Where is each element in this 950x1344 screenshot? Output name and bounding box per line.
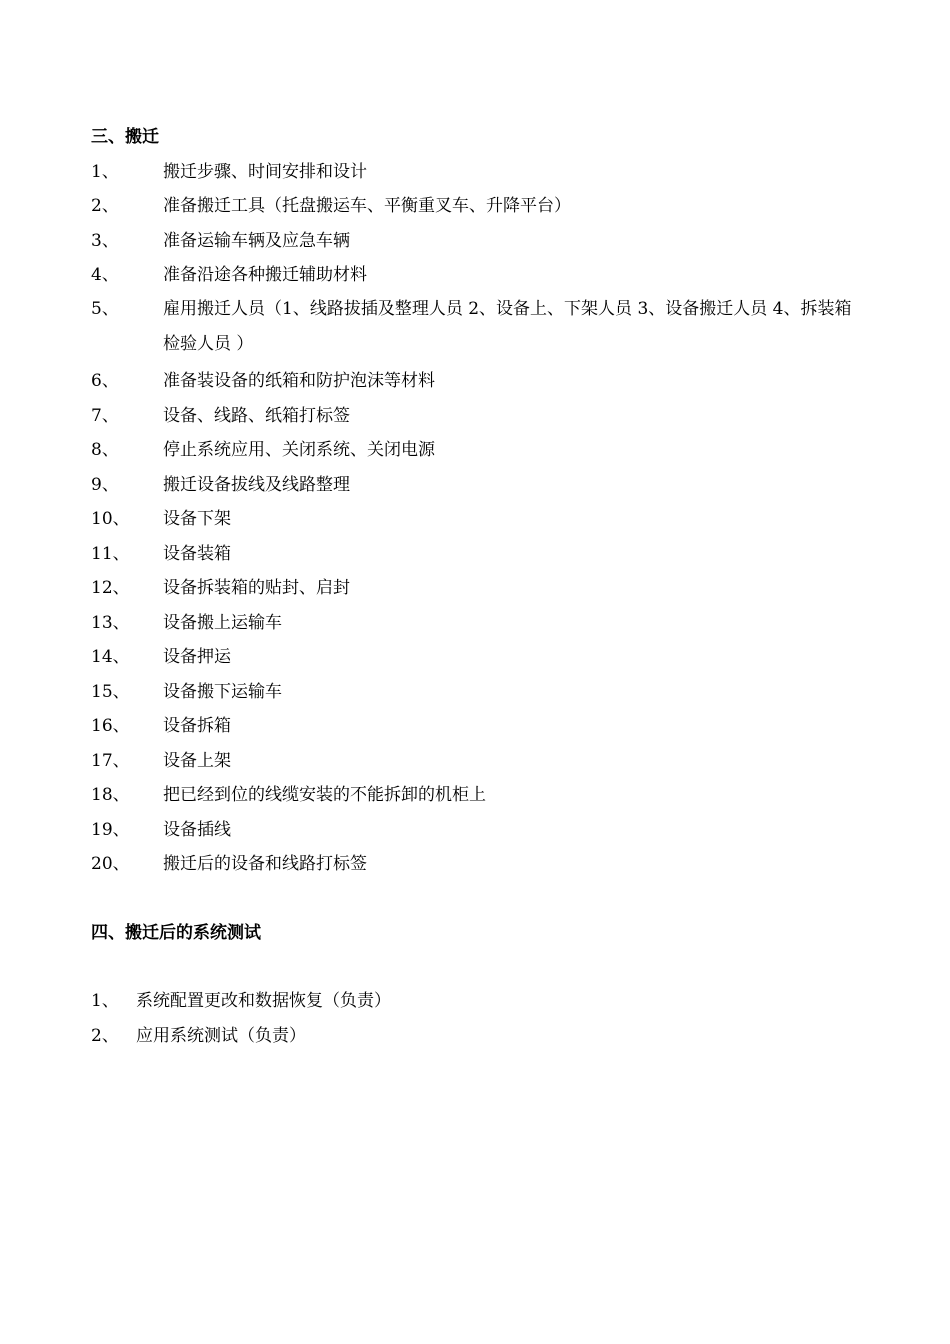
item-text: 准备沿途各种搬迁辅助材料 <box>163 265 367 285</box>
item-number: 18、 <box>91 785 130 805</box>
item-text: 准备装设备的纸箱和防护泡沫等材料 <box>163 371 435 391</box>
item-text: 搬迁后的设备和线路打标签 <box>163 854 367 874</box>
item-text: 雇用搬迁人员（1、线路拔插及整理人员 2、设备上、下架人员 3、设备搬迁人员 4、拆装箱检验人员 ） <box>163 299 852 354</box>
item-number: 8、 <box>91 440 119 460</box>
item-number: 17、 <box>91 751 130 771</box>
item-text: 设备插线 <box>163 820 231 840</box>
item-number: 2、 <box>91 196 119 216</box>
item-text: 停止系统应用、关闭系统、关闭电源 <box>163 440 435 460</box>
item-text: 准备运输车辆及应急车辆 <box>163 231 350 251</box>
item-number: 12、 <box>91 578 130 598</box>
item-number: 19、 <box>91 820 130 840</box>
item-number: 20、 <box>91 854 130 874</box>
item-number: 13、 <box>91 613 130 633</box>
item-text: 设备搬下运输车 <box>163 682 282 702</box>
item-text: 设备押运 <box>163 647 231 667</box>
item-number: 14、 <box>91 647 130 667</box>
item-number: 1、 <box>91 162 119 182</box>
item-number: 15、 <box>91 682 130 702</box>
item-number: 9、 <box>91 475 119 495</box>
item-number: 11、 <box>91 544 130 564</box>
item-text: 把已经到位的线缆安装的不能拆卸的机柜上 <box>163 785 486 805</box>
item-number: 6、 <box>91 371 119 391</box>
item-text: 搬迁设备拔线及线路整理 <box>163 475 350 495</box>
item-number: 3、 <box>91 231 119 251</box>
item-number: 1、 <box>91 991 119 1011</box>
item-number: 5、 <box>91 299 119 319</box>
item-number: 7、 <box>91 406 119 426</box>
item-text: 系统配置更改和数据恢复（负责） <box>136 991 391 1011</box>
item-number: 16、 <box>91 716 130 736</box>
item-text: 设备拆装箱的贴封、启封 <box>163 578 350 598</box>
item-text: 设备装箱 <box>163 544 231 564</box>
item-text: 准备搬迁工具（托盘搬运车、平衡重叉车、升降平台） <box>163 196 571 216</box>
item-text: 设备搬上运输车 <box>163 613 282 633</box>
item-text: 设备上架 <box>163 751 231 771</box>
item-text: 搬迁步骤、时间安排和设计 <box>163 162 367 182</box>
item-number: 10、 <box>91 509 130 529</box>
section-4-title: 四、搬迁后的系统测试 <box>91 923 261 943</box>
item-number: 4、 <box>91 265 119 285</box>
item-text: 设备、线路、纸箱打标签 <box>163 406 350 426</box>
item-number: 2、 <box>91 1026 119 1046</box>
item-text: 设备下架 <box>163 509 231 529</box>
item-text: 应用系统测试（负责） <box>136 1026 306 1046</box>
section-3-title: 三、搬迁 <box>91 127 159 147</box>
item-text: 设备拆箱 <box>163 716 231 736</box>
